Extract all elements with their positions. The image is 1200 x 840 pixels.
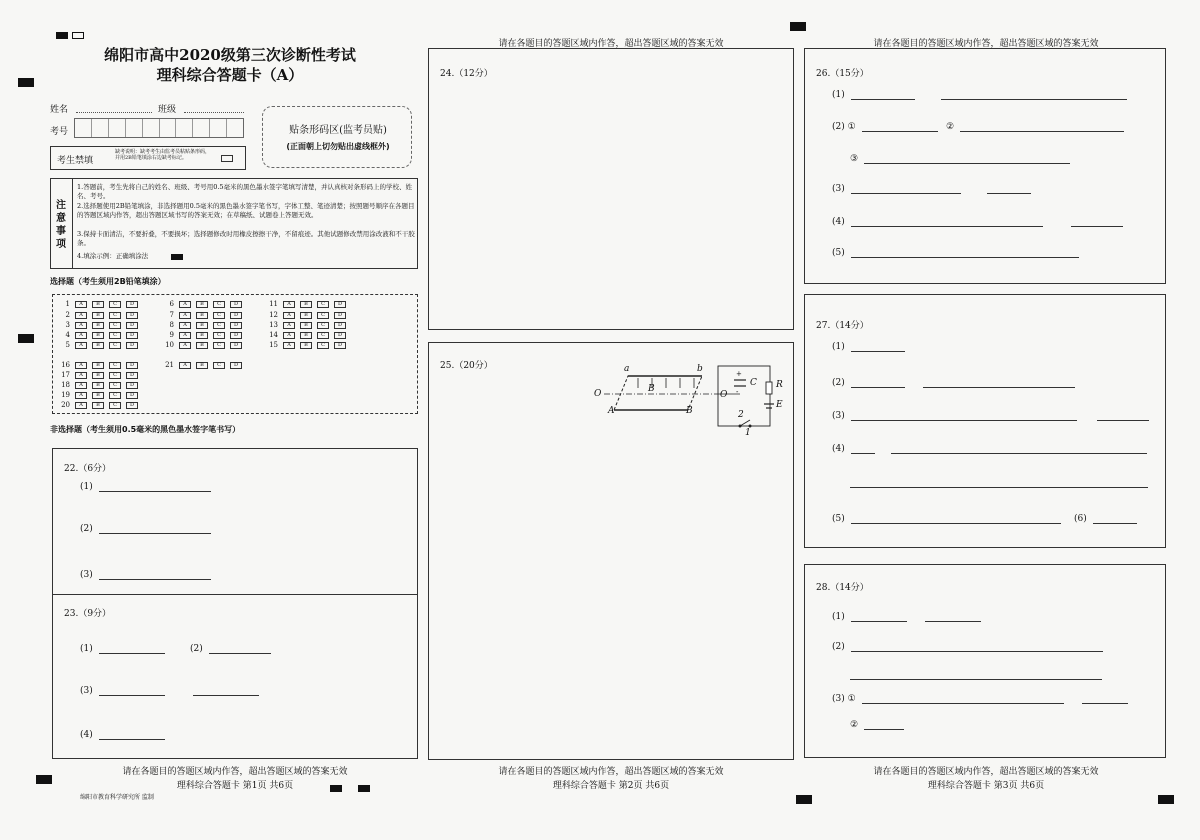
- mc-row[interactable]: 9 A B C D: [160, 330, 247, 340]
- q26-part-2-sub2[interactable]: ②: [946, 122, 1124, 132]
- mc-row[interactable]: 21 A B C D: [160, 360, 247, 370]
- absent-bubble[interactable]: [221, 155, 233, 162]
- banned-area: [50, 146, 246, 170]
- title-line2: 理科综合答题卡（A）: [156, 66, 304, 84]
- fill-example: [171, 254, 183, 260]
- q22-part-2[interactable]: (2): [80, 524, 211, 534]
- q23-part-2[interactable]: (2): [190, 644, 271, 654]
- mc-row[interactable]: 5 A B C D: [56, 340, 143, 350]
- q23-title: 23.（9分）: [64, 609, 112, 619]
- q25-title: 25.（20分）: [440, 361, 493, 371]
- q24-title: 24.（12分）: [440, 69, 493, 79]
- q27-title: 27.（14分）: [816, 321, 869, 331]
- q28-part-3[interactable]: (3) ①: [832, 694, 1128, 704]
- mc-row[interactable]: 14 A B C D: [264, 330, 351, 340]
- mc-row[interactable]: 15 A B C D: [264, 340, 351, 350]
- q28-part-3-sub2[interactable]: ②: [850, 720, 904, 730]
- mc-row[interactable]: 4 A B C D: [56, 330, 143, 340]
- warning-bottom-2: 请在各题目的答题区域内作答，超出答题区域的答案无效: [498, 767, 724, 777]
- mc-row[interactable]: 1 A B C D: [56, 299, 143, 309]
- class-field[interactable]: [184, 112, 244, 113]
- timing-mark: [72, 32, 84, 39]
- barcode-note: (正面朝上切勿贴出虚线框外): [286, 142, 390, 151]
- mc-row[interactable]: 16 A B C D: [56, 360, 143, 370]
- q26-part-5[interactable]: (5): [832, 248, 1079, 258]
- warning-bottom-1: 请在各题目的答题区域内作答，超出答题区域的答案无效: [122, 767, 348, 777]
- mc-row[interactable]: 12 A B C D: [264, 310, 351, 320]
- mc-row[interactable]: 7 A B C D: [160, 310, 247, 320]
- q22-q23-box: [52, 448, 418, 759]
- q28-title: 28.（14分）: [816, 583, 869, 593]
- q28-part-2-line2[interactable]: [850, 679, 1102, 680]
- q27-part-5[interactable]: (5): [832, 514, 1061, 524]
- q26-title: 26.（15分）: [816, 69, 869, 79]
- mc-row[interactable]: 2 A B C D: [56, 310, 143, 320]
- q27-part-1[interactable]: (1): [832, 342, 905, 352]
- page-footer-3: 理科综合答题卡 第3页 共6页: [927, 781, 1045, 791]
- exam-no-label: 考号: [50, 127, 69, 137]
- notice-item-2: 2.选择题使用2B铅笔填涂，非选择题用0.5毫米的黑色墨水签字笔书写，字体工整、笔迹清楚；按照题号顺序在各题目的答题区域内作答，超出答题区域书写的答案无效；在草稿纸、试题卷上答题无效。: [77, 202, 415, 219]
- barcode-title: 贴条形码区(监考员贴): [289, 125, 387, 136]
- mc-row[interactable]: 10 A B C D: [160, 340, 247, 350]
- timing-mark: [56, 32, 68, 39]
- notice-box: [50, 178, 418, 269]
- q27-box: [804, 294, 1166, 548]
- barcode-area: [262, 106, 412, 168]
- q26-part-2[interactable]: (2) ①: [832, 122, 938, 132]
- choice-heading: 选择题（考生须用2B铅笔填涂）: [50, 277, 166, 286]
- banned-label: 考生禁填: [57, 156, 94, 166]
- warning-top-3: 请在各题目的答题区域内作答，超出答题区域的答案无效: [873, 39, 1099, 49]
- warning-bottom-3: 请在各题目的答题区域内作答，超出答题区域的答案无效: [873, 767, 1099, 777]
- banned-note: 缺考说明：缺考考生由监考员粘贴条形码，并用2B铅笔填涂右边缺考标记。: [115, 149, 211, 161]
- q28-part-1[interactable]: (1): [832, 612, 981, 622]
- mc-row[interactable]: 19 A B C D: [56, 390, 143, 400]
- page-footer-2: 理科综合答题卡 第2页 共6页: [552, 781, 670, 791]
- timing-mark: [1158, 795, 1174, 804]
- printer-note: 绵阳市教育科学研究所 监制: [80, 794, 154, 801]
- notice-title: 注意事项: [56, 200, 66, 250]
- exam-no-boxes[interactable]: [74, 118, 244, 138]
- q27-part-4-line2[interactable]: [850, 487, 1148, 488]
- mc-row[interactable]: 6 A B C D: [160, 299, 247, 309]
- q23-part-4[interactable]: (4): [80, 730, 165, 740]
- q27-part-2[interactable]: (2): [832, 378, 1075, 388]
- q23-part-1[interactable]: (1): [80, 644, 165, 654]
- timing-mark: [796, 795, 812, 804]
- warning-top-2: 请在各题目的答题区域内作答，超出答题区域的答案无效: [498, 39, 724, 49]
- q26-part-1[interactable]: (1): [832, 90, 1127, 100]
- mc-row[interactable]: 20 A B C D: [56, 400, 143, 410]
- mc-row[interactable]: 13 A B C D: [264, 320, 351, 330]
- name-field[interactable]: [76, 112, 152, 113]
- timing-mark: [18, 334, 34, 343]
- timing-mark: [36, 775, 52, 784]
- mc-row[interactable]: 3 A B C D: [56, 320, 143, 330]
- mc-row[interactable]: 18 A B C D: [56, 380, 143, 390]
- q26-part-2-sub3[interactable]: ③: [850, 154, 1070, 164]
- q22-part-1[interactable]: (1): [80, 482, 211, 492]
- q28-part-2[interactable]: (2): [832, 642, 1103, 652]
- q27-part-4[interactable]: (4): [832, 444, 1147, 454]
- q25-diagram-labels: a b A B B C R E O O 1 2 + -: [594, 364, 783, 438]
- q27-part-3[interactable]: (3): [832, 411, 1149, 421]
- timing-mark: [18, 78, 34, 87]
- name-label: 姓名: [50, 105, 69, 115]
- class-label: 班级: [158, 105, 177, 115]
- non-choice-heading: 非选择题（考生须用0.5毫米的黑色墨水签字笔书写）: [50, 425, 241, 434]
- q26-part-3[interactable]: (3): [832, 184, 1031, 194]
- mc-row[interactable]: 8 A B C D: [160, 320, 247, 330]
- q27-part-6[interactable]: (6): [1074, 514, 1137, 524]
- q23-part-3[interactable]: (3): [80, 686, 259, 696]
- q26-part-4[interactable]: (4): [832, 217, 1123, 227]
- title-line1: 绵阳市高中2020级第三次诊断性考试: [104, 46, 356, 64]
- q24-box[interactable]: [428, 48, 794, 330]
- q22-part-3[interactable]: (3): [80, 570, 211, 580]
- timing-mark: [790, 22, 806, 31]
- q22-title: 22.（6分）: [64, 464, 112, 474]
- notice-item-3: 3.保持卡面清洁，不要折叠，不要损坏；选择题修改时用橡皮擦擦干净，不留痕迹。其他试题修改禁用涂改液和不干胶条。: [77, 230, 415, 247]
- notice-item-1: 1.答题前，考生先将自己的姓名、班级、考号用0.5毫米的黑色墨水签字笔填写清楚，并认真核对条形码上的学校、姓名、考号。: [77, 183, 413, 200]
- mc-row[interactable]: 17 A B C D: [56, 370, 143, 380]
- mc-row[interactable]: 11 A B C D: [264, 299, 351, 309]
- notice-item-4: 4.填涂示例：正确填涂法: [77, 252, 149, 260]
- page-footer-1: 理科综合答题卡 第1页 共6页: [176, 781, 294, 791]
